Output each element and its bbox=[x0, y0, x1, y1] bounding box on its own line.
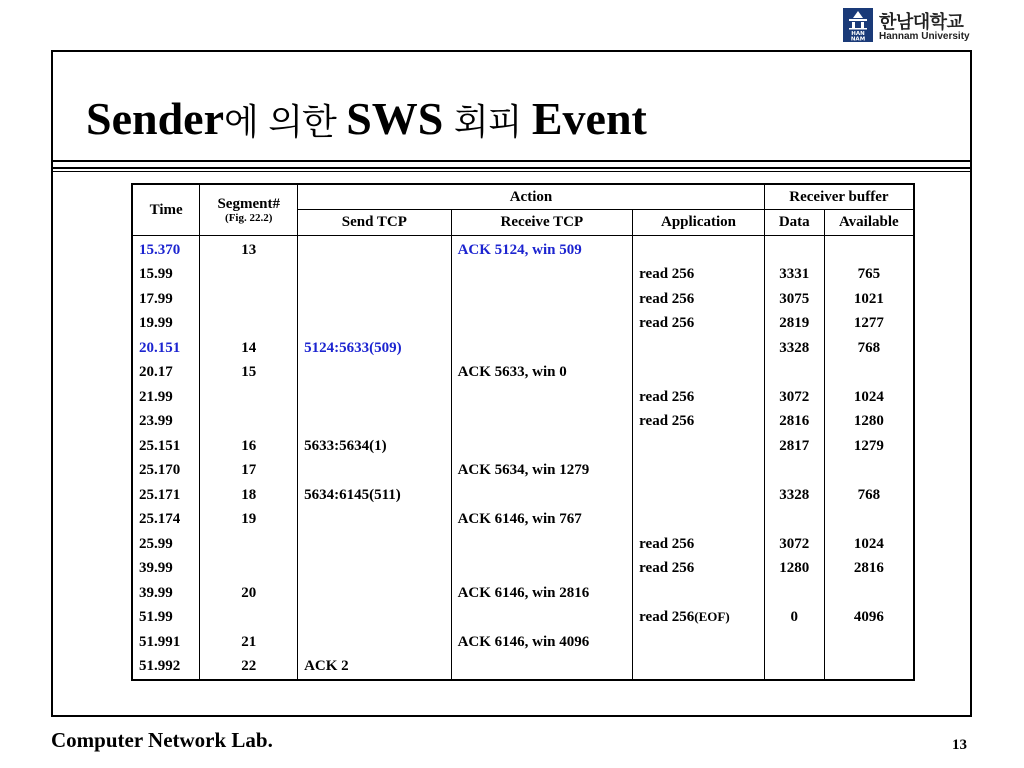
cell-segment bbox=[200, 312, 298, 337]
cell-segment: 15 bbox=[200, 361, 298, 386]
cell-data: 0 bbox=[764, 606, 824, 631]
cell-time: 51.991 bbox=[132, 630, 200, 655]
cell-available bbox=[824, 236, 914, 263]
cell-segment: 22 bbox=[200, 655, 298, 681]
cell-data bbox=[764, 655, 824, 681]
cell-segment bbox=[200, 532, 298, 557]
svg-text:HAN: HAN bbox=[851, 31, 865, 37]
cell-send-tcp bbox=[298, 385, 452, 410]
cell-time: 25.151 bbox=[132, 434, 200, 459]
cell-application: read 256(EOF) bbox=[633, 606, 765, 631]
cell-data bbox=[764, 459, 824, 484]
cell-available: 1024 bbox=[824, 532, 914, 557]
slide-title bbox=[86, 92, 647, 150]
cell-send-tcp bbox=[298, 410, 452, 435]
cell-time: 15.99 bbox=[132, 263, 200, 288]
cell-time: 25.99 bbox=[132, 532, 200, 557]
cell-send-tcp bbox=[298, 508, 452, 533]
footer-lab-name: Computer Network Lab. bbox=[51, 728, 273, 752]
title-korean-1: 에 의한 bbox=[224, 102, 347, 143]
cell-segment: 20 bbox=[200, 581, 298, 606]
title-divider-line bbox=[53, 171, 970, 172]
cell-data: 3072 bbox=[764, 532, 824, 557]
cell-send-tcp bbox=[298, 606, 452, 631]
cell-data: 3075 bbox=[764, 287, 824, 312]
cell-available bbox=[824, 581, 914, 606]
cell-send-tcp bbox=[298, 287, 452, 312]
cell-data: 2816 bbox=[764, 410, 824, 435]
cell-segment: 13 bbox=[200, 236, 298, 263]
university-logo bbox=[843, 8, 983, 44]
cell-application: read 256 bbox=[633, 287, 765, 312]
cell-application bbox=[633, 508, 765, 533]
cell-send-tcp: 5634:6145(511) bbox=[298, 483, 452, 508]
cell-application bbox=[633, 459, 765, 484]
table-row bbox=[132, 606, 914, 631]
table-row bbox=[132, 287, 914, 312]
cell-data bbox=[764, 581, 824, 606]
cell-receive-tcp bbox=[451, 385, 633, 410]
cell-receive-tcp bbox=[451, 312, 633, 337]
cell-segment bbox=[200, 606, 298, 631]
header-segment-note: (Fig. 22.2) bbox=[225, 212, 273, 224]
cell-data bbox=[764, 236, 824, 263]
cell-send-tcp bbox=[298, 312, 452, 337]
cell-send-tcp: 5633:5634(1) bbox=[298, 434, 452, 459]
cell-receive-tcp bbox=[451, 655, 633, 681]
cell-time: 19.99 bbox=[132, 312, 200, 337]
cell-available bbox=[824, 459, 914, 484]
header-action: Action bbox=[298, 184, 765, 210]
cell-send-tcp bbox=[298, 459, 452, 484]
cell-segment bbox=[200, 410, 298, 435]
cell-segment: 21 bbox=[200, 630, 298, 655]
cell-available: 1279 bbox=[824, 434, 914, 459]
cell-receive-tcp bbox=[451, 532, 633, 557]
cell-receive-tcp bbox=[451, 483, 633, 508]
header-segment-label: Segment# bbox=[217, 196, 280, 212]
logo-korean-name: 한남대학교 bbox=[879, 12, 964, 33]
cell-receive-tcp bbox=[451, 263, 633, 288]
table-row bbox=[132, 630, 914, 655]
cell-receive-tcp: ACK 5633, win 0 bbox=[451, 361, 633, 386]
cell-available bbox=[824, 655, 914, 681]
table-row bbox=[132, 361, 914, 386]
header-time: Time bbox=[132, 184, 200, 236]
cell-application bbox=[633, 361, 765, 386]
cell-application bbox=[633, 655, 765, 681]
cell-receive-tcp bbox=[451, 336, 633, 361]
title-sws: SWS bbox=[346, 93, 444, 144]
cell-receive-tcp bbox=[451, 287, 633, 312]
cell-application bbox=[633, 630, 765, 655]
cell-receive-tcp bbox=[451, 606, 633, 631]
cell-data bbox=[764, 508, 824, 533]
cell-data: 3072 bbox=[764, 385, 824, 410]
cell-time: 25.174 bbox=[132, 508, 200, 533]
title-event: Event bbox=[531, 93, 647, 144]
cell-available bbox=[824, 508, 914, 533]
cell-application bbox=[633, 236, 765, 263]
header-receiver-buffer: Receiver buffer bbox=[764, 184, 914, 210]
cell-send-tcp bbox=[298, 263, 452, 288]
cell-application: read 256 bbox=[633, 263, 765, 288]
header-available: Available bbox=[824, 210, 914, 236]
table-row bbox=[132, 434, 914, 459]
header-segment bbox=[200, 184, 298, 236]
cell-receive-tcp bbox=[451, 434, 633, 459]
cell-available: 2816 bbox=[824, 557, 914, 582]
cell-segment: 16 bbox=[200, 434, 298, 459]
cell-application: read 256 bbox=[633, 385, 765, 410]
title-divider-line bbox=[53, 167, 970, 169]
cell-data: 2819 bbox=[764, 312, 824, 337]
cell-application: read 256 bbox=[633, 557, 765, 582]
cell-application: read 256 bbox=[633, 410, 765, 435]
page-number: 13 bbox=[952, 737, 967, 753]
cell-application bbox=[633, 581, 765, 606]
cell-time: 23.99 bbox=[132, 410, 200, 435]
logo-english-name: Hannam University bbox=[879, 31, 970, 42]
cell-available: 765 bbox=[824, 263, 914, 288]
table-row bbox=[132, 655, 914, 681]
cell-receive-tcp: ACK 6146, win 2816 bbox=[451, 581, 633, 606]
cell-send-tcp bbox=[298, 557, 452, 582]
table-row bbox=[132, 508, 914, 533]
cell-segment bbox=[200, 557, 298, 582]
title-divider-line bbox=[53, 160, 970, 162]
cell-time: 51.992 bbox=[132, 655, 200, 681]
cell-time: 39.99 bbox=[132, 581, 200, 606]
hannam-emblem-icon bbox=[843, 8, 873, 42]
title-sender: Sender bbox=[86, 93, 224, 144]
cell-data: 1280 bbox=[764, 557, 824, 582]
cell-data: 2817 bbox=[764, 434, 824, 459]
cell-time: 39.99 bbox=[132, 557, 200, 582]
cell-available: 1277 bbox=[824, 312, 914, 337]
cell-time: 25.170 bbox=[132, 459, 200, 484]
cell-available: 1024 bbox=[824, 385, 914, 410]
cell-segment bbox=[200, 287, 298, 312]
header-send-tcp: Send TCP bbox=[298, 210, 452, 236]
cell-segment bbox=[200, 263, 298, 288]
table-row bbox=[132, 581, 914, 606]
header-application: Application bbox=[633, 210, 765, 236]
table-row bbox=[132, 312, 914, 337]
cell-time: 15.370 bbox=[132, 236, 200, 263]
cell-data bbox=[764, 630, 824, 655]
cell-receive-tcp bbox=[451, 410, 633, 435]
cell-application bbox=[633, 483, 765, 508]
table-body bbox=[132, 236, 914, 681]
cell-available: 1280 bbox=[824, 410, 914, 435]
cell-time: 20.151 bbox=[132, 336, 200, 361]
cell-segment: 17 bbox=[200, 459, 298, 484]
cell-available: 4096 bbox=[824, 606, 914, 631]
cell-send-tcp bbox=[298, 581, 452, 606]
cell-receive-tcp: ACK 5634, win 1279 bbox=[451, 459, 633, 484]
cell-application bbox=[633, 336, 765, 361]
table-row bbox=[132, 410, 914, 435]
cell-available: 1021 bbox=[824, 287, 914, 312]
cell-data: 3331 bbox=[764, 263, 824, 288]
cell-segment: 19 bbox=[200, 508, 298, 533]
table-row bbox=[132, 336, 914, 361]
table-row bbox=[132, 483, 914, 508]
cell-available bbox=[824, 361, 914, 386]
title-korean-2: 회피 bbox=[443, 102, 532, 143]
cell-available: 768 bbox=[824, 336, 914, 361]
header-data: Data bbox=[764, 210, 824, 236]
cell-send-tcp bbox=[298, 236, 452, 263]
sws-event-table bbox=[131, 183, 915, 681]
cell-application bbox=[633, 434, 765, 459]
cell-send-tcp: ACK 2 bbox=[298, 655, 452, 681]
table-row bbox=[132, 385, 914, 410]
table-row bbox=[132, 263, 914, 288]
cell-send-tcp bbox=[298, 630, 452, 655]
cell-receive-tcp: ACK 6146, win 4096 bbox=[451, 630, 633, 655]
table-row bbox=[132, 459, 914, 484]
cell-receive-tcp bbox=[451, 557, 633, 582]
cell-segment: 14 bbox=[200, 336, 298, 361]
table-row bbox=[132, 557, 914, 582]
cell-data bbox=[764, 361, 824, 386]
table-row bbox=[132, 532, 914, 557]
cell-data: 3328 bbox=[764, 336, 824, 361]
cell-send-tcp bbox=[298, 361, 452, 386]
cell-receive-tcp: ACK 5124, win 509 bbox=[451, 236, 633, 263]
svg-text:NAM: NAM bbox=[850, 36, 866, 42]
cell-available bbox=[824, 630, 914, 655]
cell-data: 3328 bbox=[764, 483, 824, 508]
cell-application: read 256 bbox=[633, 312, 765, 337]
cell-available: 768 bbox=[824, 483, 914, 508]
cell-time: 17.99 bbox=[132, 287, 200, 312]
cell-application: read 256 bbox=[633, 532, 765, 557]
cell-send-tcp: 5124:5633(509) bbox=[298, 336, 452, 361]
cell-time: 20.17 bbox=[132, 361, 200, 386]
cell-segment: 18 bbox=[200, 483, 298, 508]
cell-send-tcp bbox=[298, 532, 452, 557]
table-row bbox=[132, 236, 914, 263]
cell-time: 21.99 bbox=[132, 385, 200, 410]
cell-time: 51.99 bbox=[132, 606, 200, 631]
cell-time: 25.171 bbox=[132, 483, 200, 508]
header-receive-tcp: Receive TCP bbox=[451, 210, 633, 236]
cell-receive-tcp: ACK 6146, win 767 bbox=[451, 508, 633, 533]
cell-segment bbox=[200, 385, 298, 410]
